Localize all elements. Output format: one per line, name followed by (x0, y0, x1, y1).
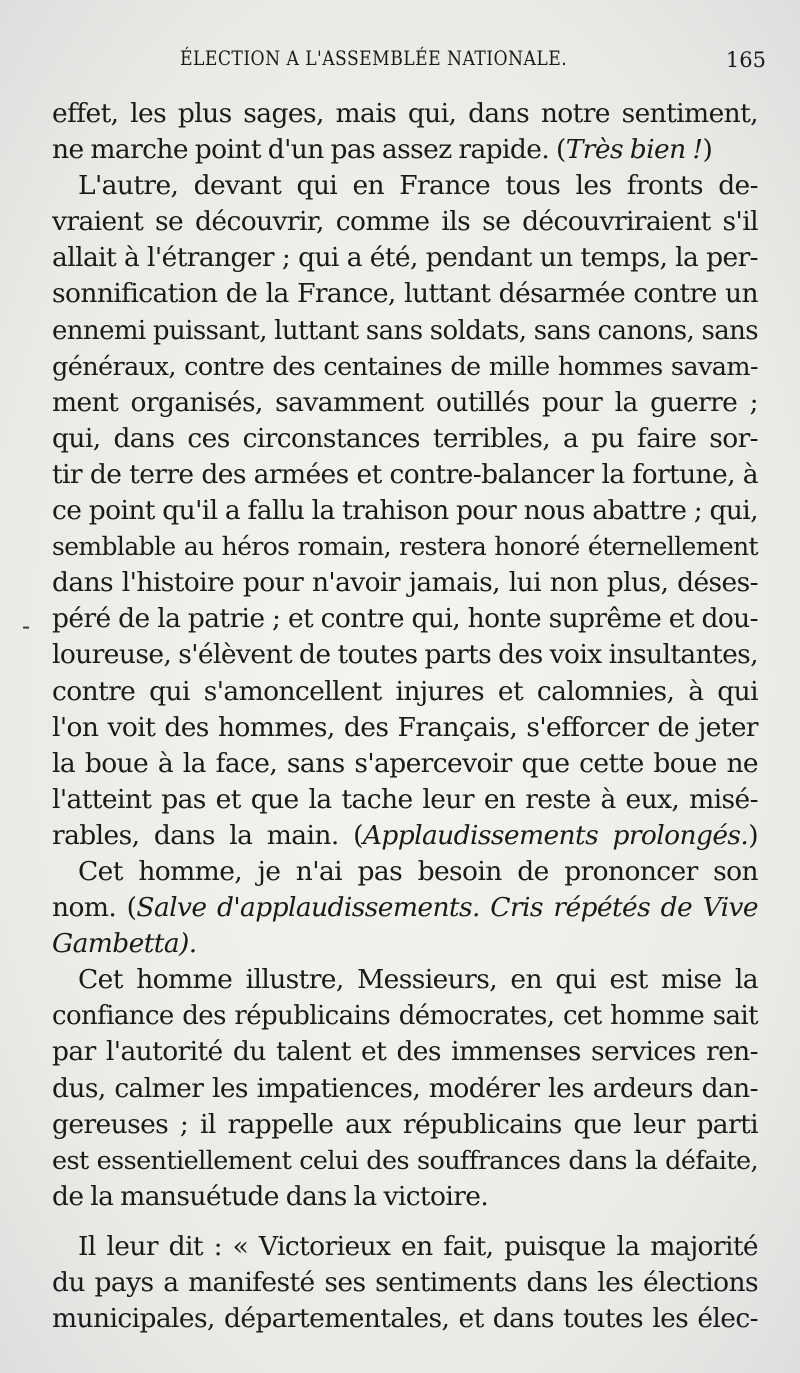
text-line: péré de la patrie ; et contre qui, honte suprême et dou- (52, 603, 758, 635)
text-line: allait à l'étranger ; qui a été, pendant un temps, la per- (52, 242, 758, 274)
text-line: la boue à la face, sans s'apercevoir que cette boue ne (52, 747, 758, 779)
italic-text: Salve d'applaudissements. Cris répétés de Vive (136, 892, 758, 924)
page-number: 165 (725, 48, 766, 72)
text-line: l'atteint pas et que la tache leur en reste à eux, misé- (52, 783, 758, 815)
text-line: semblable au héros romain, restera honoré éternellement (52, 532, 758, 562)
text-line: Cet homme, je n'ai pas besoin de prononcer son (78, 855, 758, 887)
text-line: généraux, contre des centaines de mille hommes savam- (52, 351, 758, 382)
text-line: municipales, départementales, et dans toutes les élec- (52, 1303, 758, 1335)
text-line (52, 890, 758, 926)
text-line: dans l'histoire pour n'avoir jamais, lui non plus, déses- (52, 567, 758, 599)
text-line: tir de terre des armées et contre-balancer la fortune, à (52, 458, 758, 490)
text-line-segment: ne marche point d'un pas assez rapide. ( (52, 134, 566, 166)
closing-paren: ) (748, 819, 758, 851)
text-line (52, 818, 758, 854)
text-line: Cet homme illustre, Messieurs, en qui est mise la (78, 964, 758, 996)
body-text (52, 96, 758, 1337)
text-line: l'on voit des hommes, des Français, s'efforcer de jeter (52, 711, 758, 743)
text-line: confiance des républicains démocrates, cet homme sait (52, 1001, 758, 1032)
page-header (60, 46, 772, 78)
text-line: loureuse, s'élèvent de toutes parts des voix insultantes, (52, 639, 758, 671)
text-line: effet, les plus sages, mais qui, dans notre sentiment, (52, 98, 758, 129)
italic-text: Très bien ! (565, 134, 703, 166)
text-line: L'autre, devant qui en France tous les fronts de- (78, 170, 758, 202)
text-line: Il leur dit : « Victorieux en fait, puisque la majorité (78, 1230, 758, 1262)
italic-text: Applaudissements prolongés. (362, 819, 749, 851)
text-line: sonnification de la France, luttant désarmée contre un (52, 278, 758, 310)
text-line: vraient se découvrir, comme ils se découvriraient s'il (52, 206, 758, 238)
running-title: ÉLECTION A L'ASSEMBLÉE NATIONALE. (180, 46, 568, 70)
text-line-segment: nom. ( (52, 892, 137, 924)
text-line-segment: rables, dans la main. ( (52, 819, 363, 851)
text-line: du pays a manifesté ses sentiments dans les élections (52, 1267, 758, 1298)
closing-paren: ) (702, 134, 713, 166)
text-line: par l'autorité du talent et des immenses services ren- (52, 1036, 758, 1068)
text-line: qui, dans ces circonstances terribles, a pu faire sor- (52, 422, 758, 454)
margin-mark: - (22, 612, 31, 640)
text-line (52, 132, 758, 168)
text-line: de la mansuétude dans la victoire. (52, 1180, 489, 1212)
text-line: Gambetta). (52, 928, 197, 960)
text-line: dus, calmer les impatiences, modérer les ardeurs dan- (52, 1072, 758, 1104)
text-line: est essentiellement celui des souffrances dans la défaite, (52, 1145, 758, 1176)
text-line: ennemi puissant, luttant sans soldats, sans canons, sans (52, 315, 758, 346)
text-line: contre qui s'amoncellent injures et calomnies, à qui (52, 675, 758, 707)
text-line: ment organisés, savamment outillés pour la guerre ; (52, 386, 758, 418)
text-line: gereuses ; il rappelle aux républicains que leur parti (52, 1108, 758, 1140)
text-line: ce point qu'il a fallu la trahison pour nous abattre ; qui, (52, 495, 758, 527)
